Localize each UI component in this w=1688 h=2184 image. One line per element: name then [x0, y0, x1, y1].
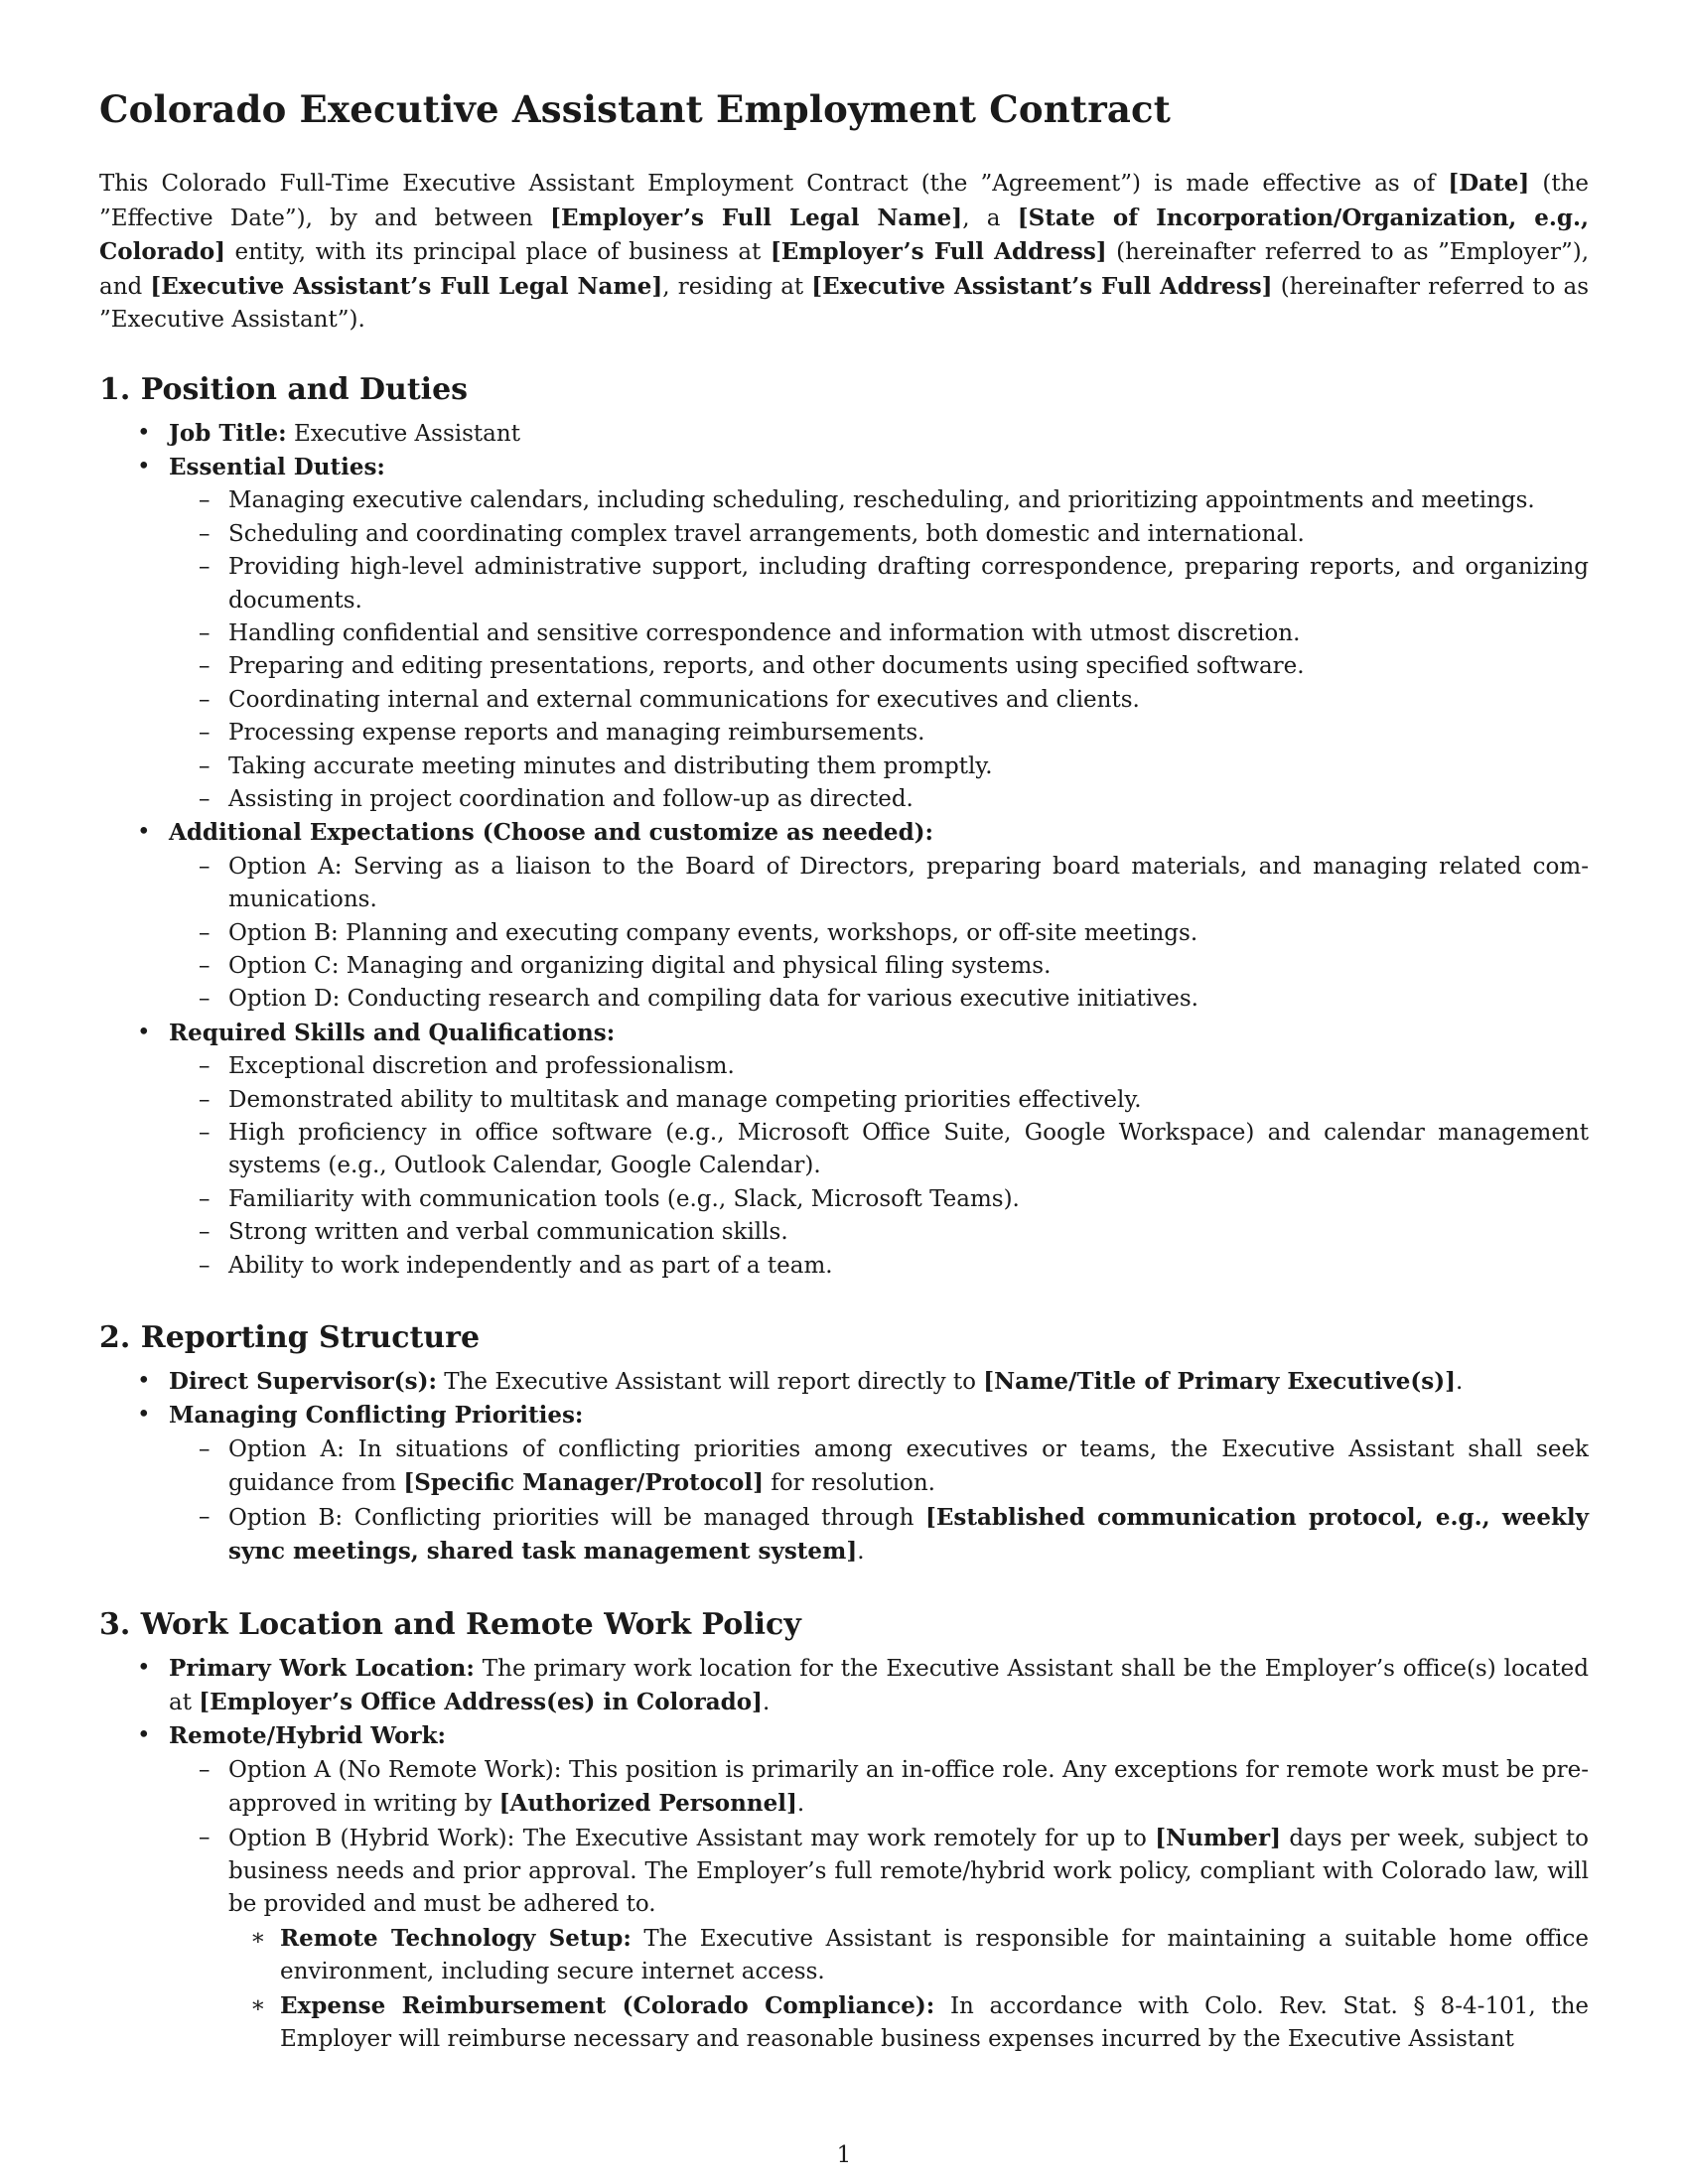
option-text: .: [796, 1791, 805, 1818]
primary-location-label: Primary Work Location:: [169, 1654, 475, 1682]
duty-item: – Preparing and editing presentations, reports, and other documents using specified software.: [169, 650, 1589, 683]
intro-text: , a: [962, 205, 1018, 231]
detail-item: [228, 1989, 1589, 2057]
work-location-list: [99, 1652, 1589, 2057]
duty-item: – Taking accurate meeting minutes and distributing them promptly.: [169, 751, 1589, 783]
skills-list: [99, 1050, 1589, 1283]
office-address-placeholder: [Employer’s Office Address(es) in Colorado]: [199, 1688, 763, 1715]
section-heading-position-duties: 1. Position and Duties: [99, 371, 469, 407]
primary-location-text: The primary work location for the Executive Assistant shall be the Employer’s office(s) located at: [169, 1655, 1590, 1715]
conflict-options-list: [99, 1433, 1589, 1570]
reporting-structure-list: [99, 1365, 1589, 1569]
expense-reimbursement-label: Expense Reimbursement (Colorado Compliance):: [280, 1991, 935, 2019]
contract-page: [99, 87, 1589, 2056]
list-item: [99, 451, 1589, 816]
duties-label: Essential Duties:: [169, 453, 385, 480]
manager-protocol-placeholder: [Specific Manager/Protocol]: [403, 1469, 765, 1497]
duty-item: – Providing high-level administrative support, including drafting correspondence, preparing reports, and organizing documents.: [169, 551, 1589, 617]
authorized-personnel-placeholder: [Authorized Personnel]: [498, 1790, 797, 1818]
job-title-value: Executive Assistant: [286, 420, 520, 447]
skill-item: – Strong written and verbal communication skills.: [169, 1216, 1589, 1249]
duty-item: – Scheduling and coordinating complex travel arrangements, both domestic and international.: [169, 518, 1589, 551]
employer-address-placeholder: [Employer’s Full Address]: [770, 238, 1107, 265]
intro-text: (the ”Effective Date”), by and between: [99, 171, 1590, 231]
page-number: 1: [836, 2142, 852, 2168]
option-item: [169, 1754, 1589, 1822]
option-item: [169, 1501, 1589, 1570]
hybrid-details-list: [228, 1922, 1589, 2057]
communication-protocol-placeholder: [Established communication protocol, e.g., weekly sync meetings, shared task management system]: [228, 1503, 1589, 1566]
section-heading-work-location: 3. Work Location and Remote Work Policy: [99, 1606, 801, 1642]
option-item: [169, 1433, 1589, 1501]
option-text: for resolution.: [764, 1470, 935, 1497]
option-text: Option A (No Remote Work): This position is primarily an in-office role. Any exceptions for remote work must be pre-approved in writing by: [228, 1756, 1589, 1818]
option-item: – Option B: Planning and executing company events, workshops, or off-site meetings.: [169, 917, 1589, 950]
state-placeholder: [State of Incorporation/Organization, e.g., Colorado]: [99, 204, 1589, 265]
document-title: Colorado Executive Assistant Employment Contract: [99, 87, 1172, 131]
remote-tech-text: The Executive Assistant is responsible for maintaining a suitable home office environment, including secure internet access.: [280, 1925, 1589, 1985]
employer-name-placeholder: [Employer’s Full Legal Name]: [550, 204, 963, 231]
list-item: [99, 417, 1589, 451]
remote-work-label: Remote/Hybrid Work:: [169, 1722, 447, 1750]
skills-label: Required Skills and Qualifications:: [169, 1019, 616, 1046]
expense-reimbursement-text: In accordance with Colo. Rev. Stat. § 8-4-101, the Employer will reimburse necessary and reasonable business expenses incurred by the Executive Assistant: [280, 1992, 1589, 2052]
duty-item: – Processing expense reports and managing reimbursements.: [169, 717, 1589, 750]
list-item: [99, 1017, 1589, 1283]
job-title-label: Job Title:: [169, 419, 287, 447]
intro-text: This Colorado Full-Time Executive Assistant Employment Contract (the ”Agreement”) is made effective as of: [99, 171, 1449, 197]
duty-item: – Handling confidential and sensitive correspondence and information with utmost discretion.: [169, 617, 1589, 650]
date-placeholder: [Date]: [1448, 170, 1530, 197]
supervisor-label: Direct Supervisor(s):: [169, 1368, 437, 1396]
position-duties-list: [99, 417, 1589, 1284]
assistant-address-placeholder: [Executive Assistant’s Full Address]: [811, 272, 1273, 300]
assistant-name-placeholder: [Executive Assistant’s Full Legal Name]: [150, 272, 663, 300]
additional-expectations-label: Additional Expectations (Choose and customize as needed):: [169, 819, 934, 847]
option-item: – Option D: Conducting research and compiling data for various executive initiatives.: [169, 983, 1589, 1016]
option-text: days per week, subject to business needs and prior approval. The Employer’s full remote/hybrid work policy, compliant with Colorado law, will be provided and must be adhered to.: [228, 1825, 1589, 1918]
additional-expectations-list: [99, 851, 1589, 1017]
option-item: – Option C: Managing and organizing digital and physical filing systems.: [169, 950, 1589, 983]
option-text: Option B (Hybrid Work): The Executive Assistant may work remotely for up to: [228, 1825, 1156, 1851]
number-placeholder: [Number]: [1155, 1824, 1281, 1851]
duty-item: – Managing executive calendars, including scheduling, rescheduling, and prioritizing appointments and meetings.: [169, 484, 1589, 517]
intro-text: , residing at: [662, 273, 812, 300]
option-text: .: [857, 1539, 865, 1566]
list-item: [99, 1399, 1589, 1569]
primary-location-text: .: [762, 1689, 771, 1715]
duties-list: [99, 484, 1589, 816]
duty-item: – Assisting in project coordination and follow-up as directed.: [169, 783, 1589, 816]
list-item: [99, 1365, 1589, 1399]
remote-tech-label: Remote Technology Setup:: [280, 1924, 632, 1952]
skill-item: – Familiarity with communication tools (e.g., Slack, Microsoft Teams).: [169, 1183, 1589, 1216]
supervisor-text: .: [1456, 1369, 1464, 1396]
option-text: Option A: In situations of conflicting priorities among executives or teams, the Executive Assistant shall seek guidance from: [228, 1435, 1589, 1497]
intro-text: (hereinafter referred to as ”Executive Assistant”).: [99, 273, 1589, 333]
skill-item: – Ability to work independently and as part of a team.: [169, 1250, 1589, 1283]
list-item: [99, 816, 1589, 1016]
option-text: Option B: Conflicting priorities will be managed through: [228, 1504, 925, 1531]
executive-placeholder: [Name/Title of Primary Executive(s)]: [983, 1368, 1456, 1396]
conflicting-priorities-label: Managing Conflicting Priorities:: [169, 1402, 584, 1430]
option-item: [169, 1822, 1589, 2057]
remote-options-list: [99, 1754, 1589, 2057]
intro-text: entity, with its principal place of business at: [225, 239, 771, 265]
supervisor-text: The Executive Assistant will report directly to: [436, 1369, 984, 1396]
option-item: – Option A: Serving as a liaison to the Board of Directors, preparing board materials, and managing related communications.: [169, 851, 1589, 917]
list-item: [99, 1719, 1589, 2056]
intro-paragraph: [99, 167, 1589, 338]
intro-text: (hereinafter referred to as ”Employer”), and: [99, 239, 1590, 300]
skill-item: – High proficiency in office software (e.g., Microsoft Office Suite, Google Workspace) and calendar management systems (e.g., Outlook Calendar, Google Calendar).: [169, 1117, 1589, 1183]
list-item: [99, 1652, 1589, 1720]
skill-item: – Exceptional discretion and professionalism.: [169, 1050, 1589, 1083]
skill-item: – Demonstrated ability to multitask and manage competing priorities effectively.: [169, 1084, 1589, 1117]
duty-item: – Coordinating internal and external communications for executives and clients.: [169, 684, 1589, 717]
section-heading-reporting-structure: 2. Reporting Structure: [99, 1320, 481, 1356]
detail-item: [228, 1922, 1589, 1989]
